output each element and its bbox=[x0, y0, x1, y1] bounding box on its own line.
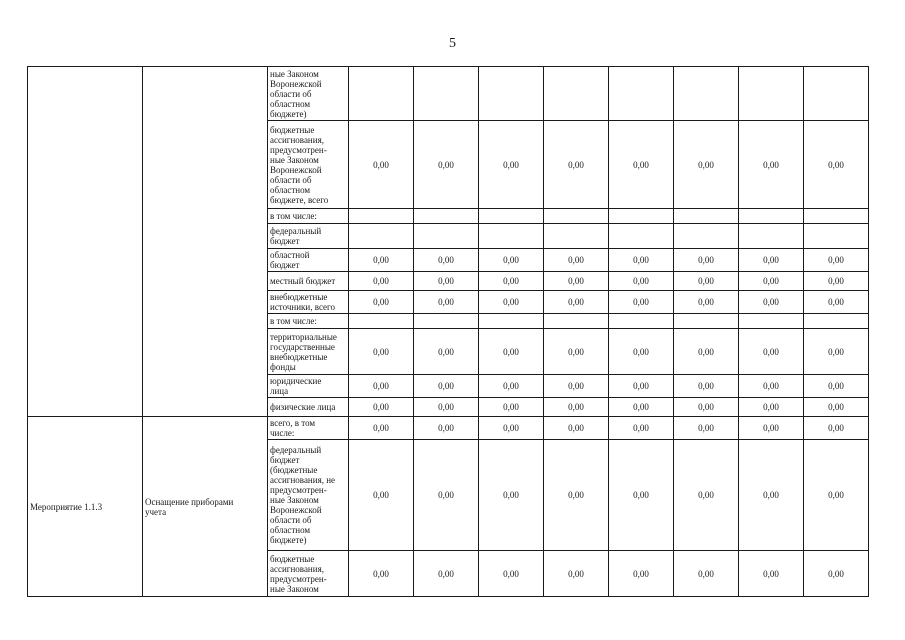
value-cell: 0,00 bbox=[479, 551, 544, 597]
value-cell: 0,00 bbox=[609, 121, 674, 209]
event-name-cell: Оснащение приборами учета bbox=[143, 417, 268, 597]
value-cell bbox=[804, 314, 869, 329]
value-cell bbox=[479, 67, 544, 121]
value-cell: 0,00 bbox=[544, 121, 609, 209]
value-cell: 0,00 bbox=[804, 329, 869, 375]
value-cell: 0,00 bbox=[609, 417, 674, 440]
value-cell bbox=[739, 67, 804, 121]
funding-source-cell: физические лица bbox=[268, 398, 349, 417]
funding-source-cell: всего, в том числе: bbox=[268, 417, 349, 440]
value-cell: 0,00 bbox=[609, 551, 674, 597]
value-cell: 0,00 bbox=[479, 291, 544, 314]
value-cell: 0,00 bbox=[739, 272, 804, 291]
value-cell bbox=[479, 224, 544, 249]
funding-source-cell: в том числе: bbox=[268, 209, 349, 224]
value-cell bbox=[349, 314, 414, 329]
value-cell bbox=[674, 224, 739, 249]
value-cell: 0,00 bbox=[479, 329, 544, 375]
value-cell bbox=[414, 67, 479, 121]
value-cell: 0,00 bbox=[804, 551, 869, 597]
value-cell: 0,00 bbox=[414, 440, 479, 551]
value-cell: 0,00 bbox=[349, 398, 414, 417]
funding-source-cell: местный бюджет bbox=[268, 272, 349, 291]
table-row bbox=[28, 67, 869, 121]
value-cell bbox=[804, 209, 869, 224]
value-cell: 0,00 bbox=[609, 249, 674, 272]
value-cell: 0,00 bbox=[804, 440, 869, 551]
funding-source-cell: юридические лица bbox=[268, 375, 349, 398]
value-cell: 0,00 bbox=[609, 291, 674, 314]
value-cell: 0,00 bbox=[739, 249, 804, 272]
value-cell: 0,00 bbox=[544, 417, 609, 440]
value-cell bbox=[414, 224, 479, 249]
value-cell: 0,00 bbox=[544, 440, 609, 551]
funding-source-cell: бюджетные ассигнования, предусмотрен- ные Законом Воронежской области об областном бюджете, всего bbox=[268, 121, 349, 209]
value-cell: 0,00 bbox=[479, 249, 544, 272]
value-cell bbox=[349, 67, 414, 121]
value-cell: 0,00 bbox=[544, 249, 609, 272]
value-cell: 0,00 bbox=[349, 417, 414, 440]
value-cell: 0,00 bbox=[479, 272, 544, 291]
funding-source-cell: территориальные государственные внебюджетные фонды bbox=[268, 329, 349, 375]
value-cell: 0,00 bbox=[414, 329, 479, 375]
value-cell: 0,00 bbox=[804, 121, 869, 209]
value-cell: 0,00 bbox=[349, 551, 414, 597]
value-cell: 0,00 bbox=[674, 121, 739, 209]
value-cell: 0,00 bbox=[609, 375, 674, 398]
funding-source-cell: ные Законом Воронежской области об областном бюджете) bbox=[268, 67, 349, 121]
value-cell: 0,00 bbox=[609, 440, 674, 551]
value-cell: 0,00 bbox=[739, 375, 804, 398]
value-cell bbox=[349, 209, 414, 224]
value-cell: 0,00 bbox=[804, 249, 869, 272]
value-cell: 0,00 bbox=[544, 272, 609, 291]
value-cell: 0,00 bbox=[414, 375, 479, 398]
value-cell: 0,00 bbox=[739, 121, 804, 209]
value-cell: 0,00 bbox=[414, 417, 479, 440]
value-cell: 0,00 bbox=[349, 249, 414, 272]
funding-source-cell: в том числе: bbox=[268, 314, 349, 329]
value-cell bbox=[544, 67, 609, 121]
value-cell: 0,00 bbox=[804, 398, 869, 417]
value-cell: 0,00 bbox=[804, 375, 869, 398]
value-cell bbox=[544, 224, 609, 249]
value-cell bbox=[739, 314, 804, 329]
funding-source-cell: бюджетные ассигнования, предусмотрен- ные Законом bbox=[268, 551, 349, 597]
value-cell bbox=[609, 224, 674, 249]
value-cell: 0,00 bbox=[674, 375, 739, 398]
value-cell: 0,00 bbox=[349, 440, 414, 551]
value-cell bbox=[609, 209, 674, 224]
value-cell bbox=[414, 314, 479, 329]
value-cell: 0,00 bbox=[414, 398, 479, 417]
value-cell bbox=[804, 67, 869, 121]
value-cell bbox=[414, 209, 479, 224]
value-cell: 0,00 bbox=[349, 329, 414, 375]
value-cell bbox=[544, 209, 609, 224]
value-cell: 0,00 bbox=[349, 291, 414, 314]
event-name-cell bbox=[143, 67, 268, 417]
value-cell: 0,00 bbox=[674, 398, 739, 417]
funding-source-cell: федеральный бюджет bbox=[268, 224, 349, 249]
page-number: 5 bbox=[449, 36, 456, 51]
value-cell: 0,00 bbox=[804, 417, 869, 440]
value-cell: 0,00 bbox=[349, 121, 414, 209]
value-cell: 0,00 bbox=[349, 375, 414, 398]
value-cell: 0,00 bbox=[414, 121, 479, 209]
value-cell: 0,00 bbox=[349, 272, 414, 291]
value-cell: 0,00 bbox=[739, 551, 804, 597]
value-cell: 0,00 bbox=[544, 551, 609, 597]
value-cell: 0,00 bbox=[739, 417, 804, 440]
value-cell: 0,00 bbox=[609, 272, 674, 291]
value-cell bbox=[609, 314, 674, 329]
funding-source-cell: внебюджетные источники, всего bbox=[268, 291, 349, 314]
value-cell bbox=[479, 209, 544, 224]
value-cell: 0,00 bbox=[804, 291, 869, 314]
value-cell: 0,00 bbox=[674, 551, 739, 597]
value-cell: 0,00 bbox=[544, 375, 609, 398]
value-cell: 0,00 bbox=[414, 272, 479, 291]
value-cell bbox=[479, 314, 544, 329]
table-row bbox=[28, 417, 869, 440]
value-cell bbox=[349, 224, 414, 249]
value-cell: 0,00 bbox=[479, 398, 544, 417]
value-cell: 0,00 bbox=[544, 291, 609, 314]
event-cell: Мероприятие 1.1.3 bbox=[28, 417, 143, 597]
value-cell bbox=[739, 209, 804, 224]
value-cell: 0,00 bbox=[674, 272, 739, 291]
value-cell bbox=[804, 224, 869, 249]
funding-source-cell: областной бюджет bbox=[268, 249, 349, 272]
value-cell: 0,00 bbox=[739, 329, 804, 375]
value-cell bbox=[609, 67, 674, 121]
value-cell: 0,00 bbox=[414, 291, 479, 314]
value-cell: 0,00 bbox=[479, 375, 544, 398]
value-cell: 0,00 bbox=[804, 272, 869, 291]
value-cell: 0,00 bbox=[609, 329, 674, 375]
value-cell: 0,00 bbox=[544, 398, 609, 417]
value-cell: 0,00 bbox=[739, 440, 804, 551]
value-cell: 0,00 bbox=[739, 398, 804, 417]
value-cell bbox=[674, 209, 739, 224]
budget-table bbox=[27, 66, 869, 597]
value-cell bbox=[674, 67, 739, 121]
value-cell: 0,00 bbox=[414, 551, 479, 597]
value-cell: 0,00 bbox=[479, 121, 544, 209]
value-cell bbox=[739, 224, 804, 249]
value-cell bbox=[674, 314, 739, 329]
value-cell: 0,00 bbox=[674, 417, 739, 440]
value-cell: 0,00 bbox=[739, 291, 804, 314]
event-cell bbox=[28, 67, 143, 417]
value-cell bbox=[544, 314, 609, 329]
value-cell: 0,00 bbox=[479, 440, 544, 551]
value-cell: 0,00 bbox=[544, 329, 609, 375]
funding-source-cell: федеральный бюджет (бюджетные ассигнования, не предусмотрен- ные Законом Воронежской области об областном бюджете) bbox=[268, 440, 349, 551]
value-cell: 0,00 bbox=[414, 249, 479, 272]
value-cell: 0,00 bbox=[479, 417, 544, 440]
value-cell: 0,00 bbox=[674, 291, 739, 314]
value-cell: 0,00 bbox=[674, 329, 739, 375]
value-cell: 0,00 bbox=[609, 398, 674, 417]
value-cell: 0,00 bbox=[674, 440, 739, 551]
value-cell: 0,00 bbox=[674, 249, 739, 272]
